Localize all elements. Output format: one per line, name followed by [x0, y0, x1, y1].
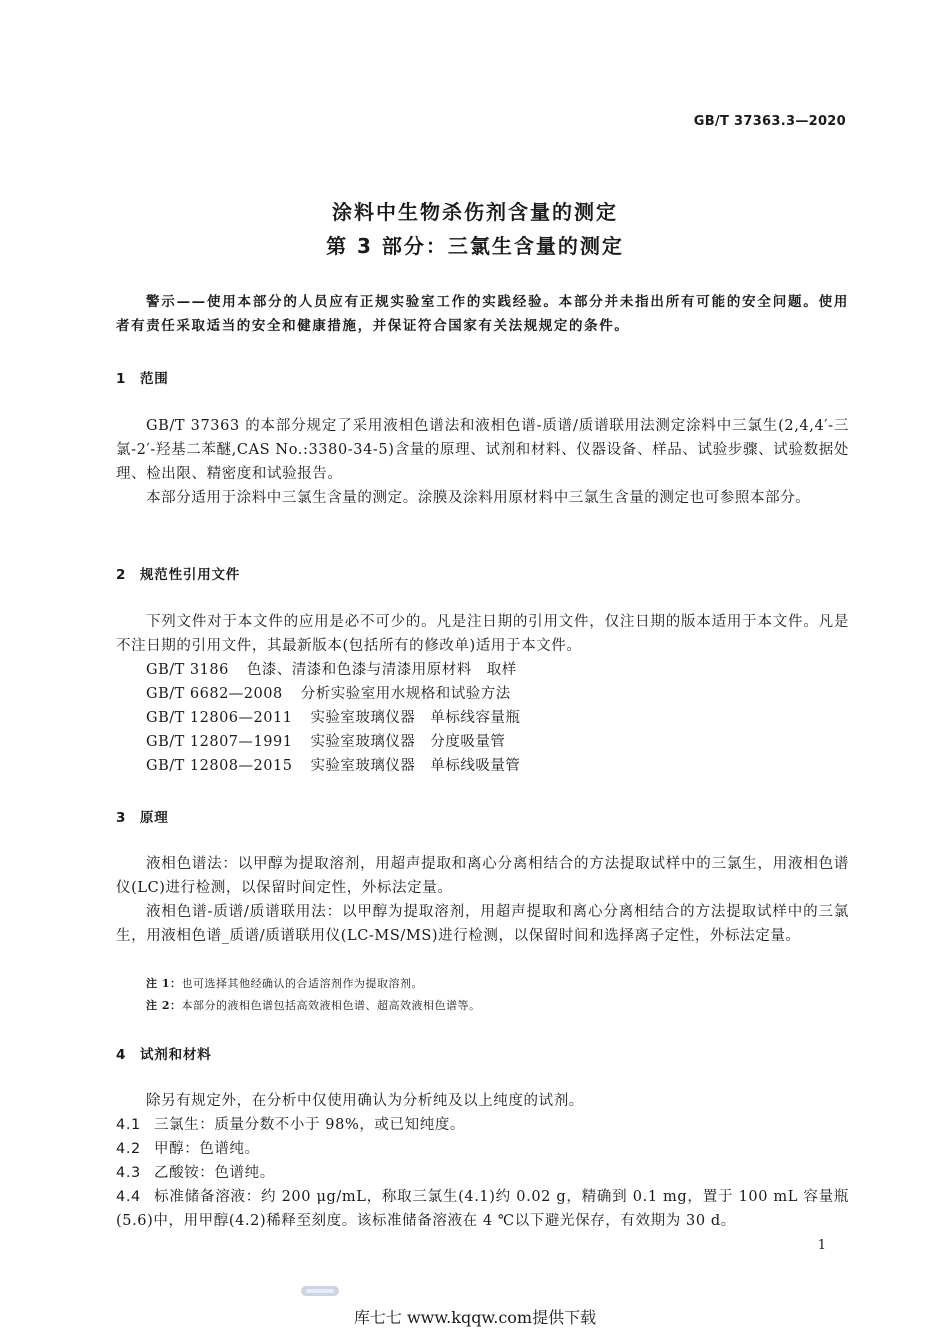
item-number: 4.2	[116, 1141, 141, 1157]
reference-code: GB/T 12806—2011	[146, 710, 293, 726]
item-text: 甲醇：色谱纯。	[154, 1141, 260, 1157]
section-title: 范围	[140, 371, 169, 387]
section-number: 3	[116, 810, 127, 826]
section-heading-1	[116, 367, 169, 387]
section-title: 试剂和材料	[140, 1047, 212, 1063]
note-text: 也可选择其他经确认的合适溶剂作为提取溶剂。	[181, 977, 423, 990]
section-heading-4	[116, 1043, 212, 1063]
item-text: 标准储备溶液：约 200 μg/mL，称取三氯生(4.1)约 0.02 g，精确到 0.1 mg，置于 100 mL 容量瓶(5.6)中，用甲醇(4.2)稀释至刻度。该标准储备溶液在 4 ℃以下避光保存，有效期为 30 d。	[116, 1189, 849, 1229]
reagent-item	[116, 1113, 849, 1137]
reagent-item	[116, 1185, 849, 1233]
section-number: 4	[116, 1047, 127, 1063]
section-heading-2	[116, 563, 240, 583]
reference-item	[146, 730, 505, 751]
reference-title: 实验室玻璃仪器 分度吸量管	[310, 734, 506, 750]
reference-item	[146, 658, 517, 679]
reference-title: 实验室玻璃仪器 单标线吸量管	[310, 758, 521, 774]
reference-code: GB/T 12807—1991	[146, 734, 293, 750]
item-number: 4.3	[116, 1165, 141, 1181]
item-text: 三氯生：质量分数不小于 98%，或已知纯度。	[154, 1117, 466, 1133]
reagents-intro: 除另有规定外，在分析中仅使用确认为分析纯及以上纯度的试剂。	[146, 1093, 584, 1109]
note-2	[146, 997, 480, 1013]
note-label: 注 2：	[146, 999, 182, 1012]
scope-paragraph-1: GB/T 37363 的本部分规定了采用液相色谱法和液相色谱-质谱/质谱联用法测定涂料中三氯生(2,4,4′-三氯-2′-羟基二苯醚,CAS No.:3380-34-5)含量的原理、试剂和材料、仪器设备、样品、试验步骤、试验数据处理、检出限、精密度和试验报告。	[116, 418, 849, 482]
warning-paragraph: 警示——使用本部分的人员应有正规实验室工作的实践经验。本部分并未指出所有可能的安全问题。使用者有责任采取适当的安全和健康措施，并保证符合国家有关法规规定的条件。	[116, 294, 849, 334]
item-number: 4.1	[116, 1117, 141, 1133]
reference-item	[146, 706, 520, 727]
section-title: 原理	[140, 810, 169, 826]
reference-title: 分析实验室用水规格和试验方法	[300, 686, 511, 702]
section-heading-3	[116, 806, 169, 826]
section-number: 2	[116, 567, 127, 583]
reagent-item	[116, 1161, 849, 1185]
reference-code: GB/T 6682—2008	[146, 686, 283, 702]
reagent-item	[116, 1137, 849, 1161]
note-label: 注 1：	[146, 977, 182, 990]
principle-paragraph-1: 液相色谱法：以甲醇为提取溶剂，用超声提取和离心分离相结合的方法提取试样中的三氯生，用液相色谱仪(LC)进行检测，以保留时间定性，外标法定量。	[116, 856, 849, 896]
principle-paragraph-2: 液相色谱-质谱/质谱联用法：以甲醇为提取溶剂，用超声提取和离心分离相结合的方法提取试样中的三氯生，用液相色谱_质谱/质谱联用仪(LC-MS/MS)进行检测，以保留时间和选择离子定性，外标法定量。	[116, 904, 849, 944]
section-number: 1	[116, 371, 127, 387]
document-title: 涂料中生物杀伤剂含量的测定	[332, 200, 618, 224]
note-text: 本部分的液相色谱包括高效液相色谱、超高效液相色谱等。	[181, 999, 481, 1012]
standard-number: GB/T 37363.3—2020	[693, 114, 846, 129]
note-1	[146, 975, 423, 991]
document-subtitle: 第 3 部分：三氯生含量的测定	[326, 234, 624, 258]
item-number: 4.4	[116, 1189, 141, 1205]
reference-code: GB/T 3186	[146, 662, 229, 678]
item-text: 乙酸铵：色谱纯。	[154, 1165, 275, 1181]
reference-item	[146, 754, 520, 775]
reference-title: 色漆、清漆和色漆与清漆用原材料 取样	[246, 662, 517, 678]
page-number: 1	[817, 1238, 826, 1253]
reference-title: 实验室玻璃仪器 单标线容量瓶	[310, 710, 521, 726]
download-footer: 库七七 www.kqqw.com提供下载	[353, 1308, 597, 1327]
reference-code: GB/T 12808—2015	[146, 758, 293, 774]
scope-paragraph-2: 本部分适用于涂料中三氯生含量的测定。涂膜及涂料用原材料中三氯生含量的测定也可参照本部分。	[146, 490, 811, 506]
watermark-logo-icon	[300, 1284, 340, 1298]
section-title: 规范性引用文件	[140, 567, 241, 583]
reference-item	[146, 682, 511, 703]
references-intro: 下列文件对于本文件的应用是必不可少的。凡是注日期的引用文件，仅注日期的版本适用于本文件。凡是不注日期的引用文件，其最新版本(包括所有的修改单)适用于本文件。	[116, 614, 849, 654]
